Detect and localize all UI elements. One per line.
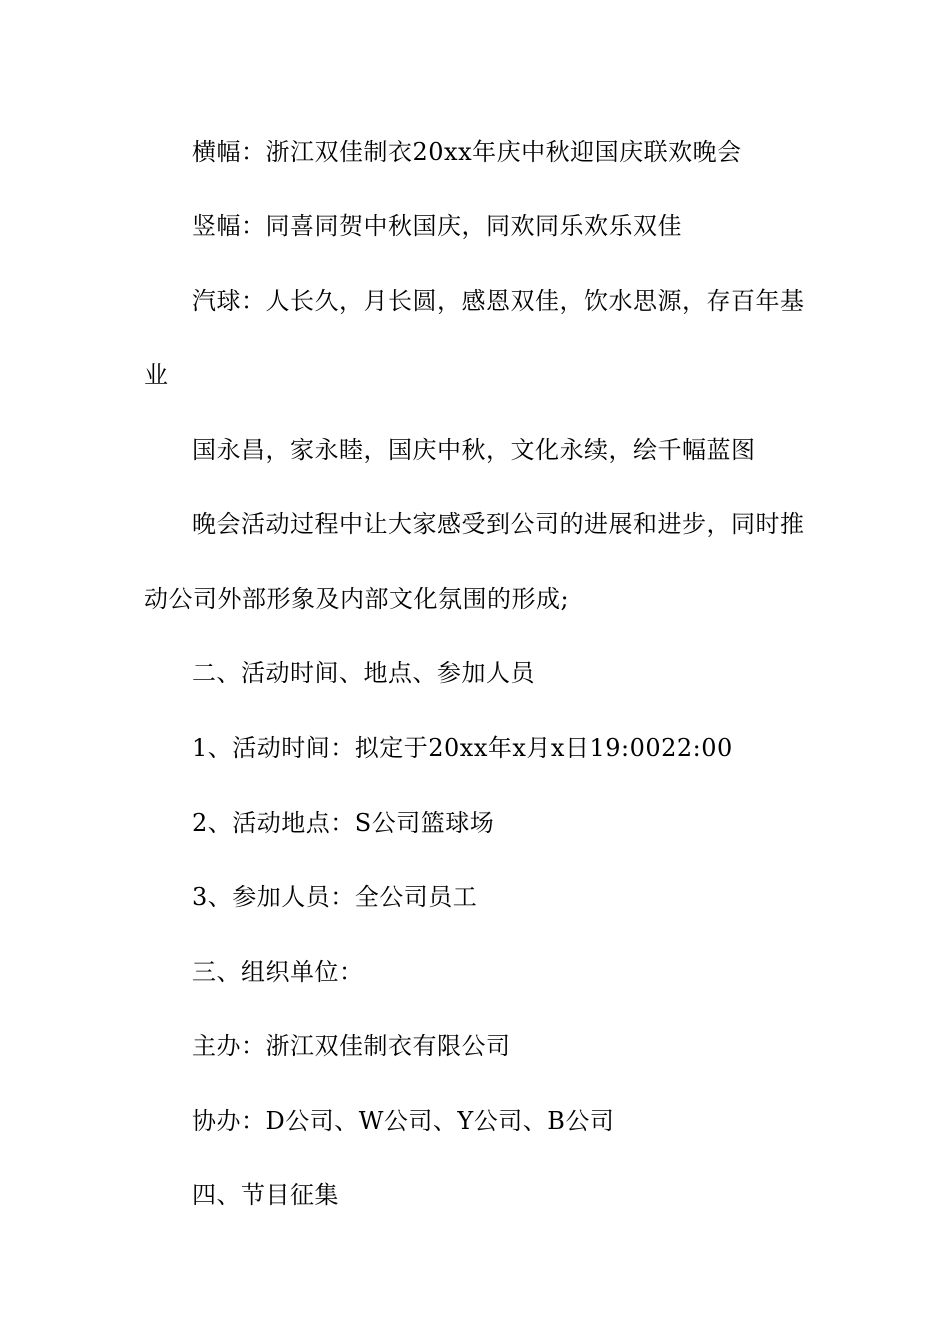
activity-time-line: 1、活动时间：拟定于20xx年x月x日19:0022:00: [192, 734, 733, 762]
section-heading-three: 三、组织单位：: [192, 958, 364, 986]
balloon-line: 汽球：人长久，月长圆，感恩双佳，饮水思源，存百年基: [192, 287, 805, 315]
balloon-line-continued: 业: [144, 361, 169, 389]
section-heading-four: 四、节目征集: [192, 1181, 339, 1209]
purpose-line-continued: 动公司外部形象及内部文化氛围的形成;: [144, 585, 570, 613]
host-line: 主办：浙江双佳制衣有限公司: [192, 1032, 511, 1060]
participants-line: 3、参加人员：全公司员工: [192, 883, 478, 911]
section-heading-two: 二、活动时间、地点、参加人员: [192, 659, 535, 687]
co-host-line: 协办：D公司、W公司、Y公司、B公司: [192, 1107, 615, 1135]
banner-line: 横幅：浙江双佳制衣20xx年庆中秋迎国庆联欢晚会: [192, 138, 742, 166]
slogan-line: 国永昌，家永睦，国庆中秋，文化永续，绘千幅蓝图: [192, 436, 756, 464]
vertical-banner-line: 竖幅：同喜同贺中秋国庆，同欢同乐欢乐双佳: [192, 212, 682, 240]
activity-location-line: 2、活动地点：S公司篮球场: [192, 809, 495, 837]
purpose-line: 晚会活动过程中让大家感受到公司的进展和进步，同时推: [192, 510, 805, 538]
